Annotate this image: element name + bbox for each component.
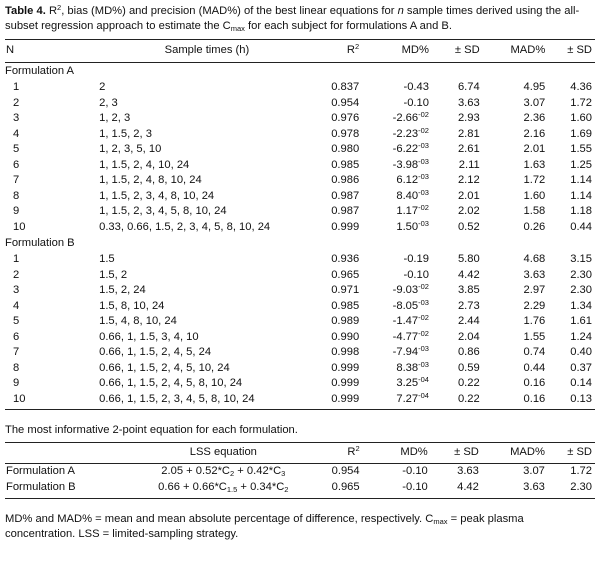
md-exponent: -02 [418, 110, 429, 119]
row-sd: 2.81 [457, 127, 480, 140]
row-md [359, 220, 429, 236]
row-n: 9 [13, 377, 20, 389]
row-r2: 0.987 [331, 189, 360, 202]
md-exponent: -03 [418, 172, 429, 181]
row-sd2: 1.14 [570, 189, 592, 202]
md-value: -0.43 [403, 81, 429, 93]
footnote: MD% and MAD% = mean and mean absolute percentage of difference, respectively. $C_{max}$ = peak plasma concentration. LSS = limited-sampling strategy. [5, 513, 524, 540]
row-n: 6 [13, 158, 20, 171]
row-formulation: Formulation B [5, 480, 134, 499]
table-row [5, 173, 595, 189]
md-exponent: -03 [418, 218, 429, 228]
row-sample-times: 1.5, 2 [99, 268, 128, 281]
row-r2: 0.936 [331, 253, 360, 265]
header-sd: ± SD [429, 40, 480, 63]
row-sd: 3.63 [457, 96, 480, 109]
group-row [5, 235, 595, 252]
md-value: 6.12 [396, 174, 419, 186]
table-row [5, 361, 595, 377]
row-sd2: 2.30 [570, 284, 592, 296]
table-row [5, 80, 595, 96]
row-n: 10 [13, 220, 26, 233]
row-n: 2 [13, 268, 20, 281]
row-sample-times: 1, 1.5, 2, 3, 4, 8, 10, 24 [99, 189, 215, 202]
header-mad: MAD% [479, 443, 545, 464]
header-sample-times: Sample times (h) [99, 40, 315, 63]
md-value: -1.47 [392, 315, 419, 327]
table-row [5, 330, 595, 346]
row-sample-times: 0.66, 1, 1.5, 2, 3, 4, 5, 8, 10, 24 [99, 392, 315, 410]
row-sd2: 1.14 [570, 174, 592, 186]
header-sd2: ± SD [545, 443, 595, 464]
row-mad: 2.01 [523, 143, 546, 155]
row-md [359, 392, 429, 410]
equation-part: + 0.34*C [237, 481, 285, 494]
table-row [5, 111, 595, 127]
row-sample-times: 1, 2, 3, 5, 10 [99, 143, 162, 155]
row-sd2: 1.69 [570, 127, 592, 140]
table-row [5, 142, 595, 158]
row-sample-times: 0.66, 1, 1.5, 3, 4, 10 [99, 330, 199, 343]
row-sd: 4.42 [428, 480, 479, 499]
row-n: 5 [13, 315, 20, 327]
row-n: 10 [5, 392, 99, 410]
row-n: 6 [13, 330, 20, 343]
row-sd: 2.11 [458, 158, 480, 171]
row-n: 1 [13, 253, 20, 265]
results-table [5, 40, 595, 410]
table2-row [5, 464, 595, 481]
md-value: 1.50 [396, 220, 419, 233]
equation-subscript: 1.5 [226, 485, 238, 495]
table2-header-row [5, 443, 595, 464]
row-md [359, 111, 429, 127]
row-n: 7 [13, 346, 20, 358]
row-r2: 0.985 [331, 158, 360, 171]
row-sd2: 1.61 [570, 315, 592, 327]
table-caption: Table 4. $R^2$, bias (MD%) and precision (MAD%) of the best linear equations for n sample times derived using the all-subset regression approach to estimate the $C_{max}$ for each subject for formulations A and B. [5, 3, 580, 33]
row-lss-equation [134, 480, 313, 499]
row-sample-times: 1, 1.5, 2, 4, 8, 10, 24 [99, 174, 202, 186]
header-r2: $R^2$ [313, 443, 360, 464]
row-mad: 3.07 [523, 465, 545, 478]
md-exponent: -03 [418, 359, 429, 369]
md-value: 8.40 [396, 189, 419, 202]
row-md [359, 127, 429, 143]
row-mad: 2.36 [523, 112, 546, 124]
row-md [359, 173, 429, 189]
row-r2: 0.976 [331, 112, 360, 124]
md-exponent: -03 [418, 344, 429, 353]
md-value: -2.23 [392, 127, 419, 140]
table-row [5, 345, 595, 361]
md-exponent: -02 [418, 125, 429, 135]
row-sample-times: 0.66, 1, 1.5, 2, 4, 5, 8, 10, 24 [99, 377, 243, 389]
md-value: -3.98 [392, 158, 419, 171]
row-mad: 1.60 [523, 189, 546, 202]
md-exponent: -02 [418, 203, 429, 212]
row-sd: 2.04 [457, 330, 480, 343]
row-sd2: 1.18 [570, 205, 592, 217]
row-md [359, 283, 429, 299]
row-md: -0.10 [360, 480, 428, 499]
row-r2: 0.954 [331, 96, 360, 109]
row-md [359, 252, 429, 268]
md-exponent: -03 [418, 141, 429, 150]
row-n: 3 [13, 112, 20, 124]
table-row [5, 127, 595, 143]
md-value: 8.38 [396, 361, 419, 374]
row-r2: 0.985 [331, 299, 360, 312]
header-md: MD% [360, 443, 428, 464]
row-mad: 1.63 [523, 158, 546, 171]
header-lss-equation: LSS equation [134, 443, 313, 464]
table-row [5, 299, 595, 315]
row-sd: 2.44 [457, 315, 480, 327]
md-exponent: -03 [418, 156, 429, 166]
md-value: -6.22 [392, 143, 419, 155]
row-sd2: 1.72 [570, 465, 592, 478]
row-sd: 0.52 [457, 220, 480, 233]
md-exponent: -02 [418, 313, 429, 322]
row-n: 4 [13, 127, 20, 140]
row-md [359, 204, 429, 220]
row-sd2: 2.30 [545, 480, 595, 499]
row-sample-times: 1, 1.5, 2, 3, 4, 5, 8, 10, 24 [99, 205, 227, 217]
row-sd2: 1.34 [570, 299, 592, 312]
row-sd: 5.80 [457, 253, 480, 265]
row-md [359, 96, 429, 112]
equation-part: 2.05 + 0.52*C [161, 465, 231, 478]
row-md [359, 80, 429, 96]
row-sample-times: 1.5 [99, 253, 115, 265]
row-mad: 2.97 [523, 284, 546, 296]
md-value: 3.25 [396, 377, 419, 389]
row-md [359, 330, 429, 346]
row-mad: 0.74 [523, 346, 546, 358]
md-value: -0.19 [403, 253, 429, 265]
header-sd: ± SD [428, 443, 479, 464]
row-md [359, 268, 429, 284]
row-sd: 2.93 [457, 112, 480, 124]
row-md [359, 345, 429, 361]
equation-subscript: 2 [230, 469, 235, 479]
row-sd2: 1.72 [570, 96, 592, 109]
md-value: -9.03 [392, 284, 419, 296]
row-md [359, 158, 429, 174]
md-value: -8.05 [392, 299, 419, 312]
row-r2: 0.978 [331, 127, 360, 140]
row-sample-times: 1.5, 8, 10, 24 [99, 299, 165, 312]
row-r2: 0.999 [331, 377, 360, 389]
row-sample-times: 1, 1.5, 2, 3 [99, 127, 152, 140]
row-sd2: 0.44 [570, 220, 592, 233]
group-title: Formulation A [5, 64, 75, 77]
table-row [5, 204, 595, 220]
row-mad: 3.07 [523, 96, 546, 109]
header-r2: $R^2$ [315, 40, 359, 63]
row-n: 3 [13, 284, 20, 296]
md-exponent: -03 [418, 297, 429, 307]
md-value: -2.66 [392, 112, 419, 124]
row-md [359, 142, 429, 158]
table-row [5, 252, 595, 268]
row-n: 8 [13, 361, 20, 374]
row-r2: 0.989 [331, 315, 360, 327]
md-exponent: -04 [418, 375, 429, 384]
row-md: -0.10 [402, 465, 428, 478]
row-sd2: 1.25 [570, 158, 592, 171]
row-n: 7 [13, 174, 20, 186]
md-exponent: -03 [418, 187, 429, 197]
row-r2: 0.837 [331, 81, 360, 93]
table2-title: The most informative 2-point equation for each formulation. [5, 424, 298, 436]
row-r2: 0.999 [331, 220, 360, 233]
header-md: MD% [359, 40, 429, 63]
md-value: 1.17 [396, 205, 419, 217]
row-sample-times: 0.33, 0.66, 1.5, 2, 3, 4, 5, 8, 10, 24 [99, 220, 271, 233]
row-r2: 0.998 [331, 346, 360, 358]
md-value: -0.10 [403, 96, 429, 109]
row-sd2: 2.30 [570, 268, 592, 281]
row-sd: 2.73 [457, 299, 480, 312]
row-sample-times: 1.5, 2, 24 [99, 284, 146, 296]
row-sd2: 0.13 [545, 392, 595, 410]
row-r2: 0.965 [313, 480, 360, 499]
md-value: -4.77 [392, 330, 419, 343]
row-md [359, 299, 429, 315]
table2-body [5, 464, 595, 499]
md-value: 7.27 [396, 392, 419, 405]
equation-part: + 0.42*C [234, 465, 282, 478]
row-sd2: 1.24 [570, 330, 592, 343]
row-sample-times: 2 [99, 81, 106, 93]
group-row [5, 63, 595, 81]
row-sd: 2.01 [457, 189, 480, 202]
table-row [5, 392, 595, 410]
row-r2: 0.986 [331, 174, 360, 186]
md-value: -7.94 [392, 346, 419, 358]
row-n: 2 [13, 96, 20, 109]
row-r2: 0.990 [331, 330, 360, 343]
row-sample-times: 2, 3 [99, 96, 118, 109]
table-label: Table 4. [5, 5, 46, 17]
table-row [5, 314, 595, 330]
row-mad: 0.26 [523, 220, 546, 233]
md-exponent: -04 [418, 390, 429, 400]
row-sd: 0.59 [457, 361, 480, 374]
row-r2: 0.954 [331, 465, 360, 478]
row-r2: 0.987 [331, 205, 360, 217]
row-md [359, 376, 429, 392]
row-sd2: 4.36 [570, 81, 592, 93]
row-sd: 0.86 [457, 346, 480, 358]
table-body [5, 63, 595, 410]
row-md [359, 361, 429, 377]
row-r2: 0.980 [331, 143, 360, 155]
row-sd2: 1.55 [570, 143, 592, 155]
table-row [5, 158, 595, 174]
row-mad: 1.58 [523, 205, 546, 217]
table2-row [5, 480, 595, 499]
row-r2: 0.965 [331, 268, 360, 281]
row-sd2: 0.37 [570, 361, 592, 374]
row-n: 1 [13, 81, 20, 93]
row-mad: 0.16 [480, 392, 546, 410]
row-r2: 0.971 [331, 284, 360, 296]
row-r2: 0.999 [331, 361, 360, 374]
row-sd: 4.42 [457, 268, 480, 281]
equation-part: 0.66 + 0.66*C [158, 481, 227, 494]
row-n: 8 [13, 189, 20, 202]
row-mad: 3.63 [523, 268, 546, 281]
row-n: 9 [13, 205, 20, 217]
row-mad: 1.76 [523, 315, 546, 327]
row-sd: 0.22 [457, 377, 480, 389]
table-row [5, 189, 595, 205]
row-sd2: 3.15 [570, 253, 592, 265]
md-exponent: -02 [418, 328, 429, 338]
table-row [5, 376, 595, 392]
equation-table [5, 443, 595, 499]
row-sd2: 0.40 [570, 346, 592, 358]
row-lss-equation [134, 464, 313, 481]
row-mad: 2.29 [523, 299, 546, 312]
table-row [5, 283, 595, 299]
row-mad: 4.68 [523, 253, 546, 265]
row-sample-times: 1, 2, 3 [99, 112, 131, 124]
row-n: 4 [13, 299, 20, 312]
row-n: 5 [13, 143, 20, 155]
row-sd: 3.63 [457, 465, 479, 478]
header-mad: MAD% [480, 40, 546, 63]
group-title: Formulation B [5, 236, 75, 249]
row-mad: 0.16 [523, 377, 546, 389]
row-sd: 2.12 [457, 174, 480, 186]
row-sd: 6.74 [457, 81, 480, 93]
row-r2: 0.999 [315, 392, 359, 410]
row-mad: 1.55 [523, 330, 546, 343]
equation-subscript: 2 [284, 485, 289, 495]
row-sd2: 1.60 [570, 112, 592, 124]
row-sd: 2.02 [457, 205, 480, 217]
row-md [359, 189, 429, 205]
row-mad: 3.63 [479, 480, 545, 499]
row-sample-times: 1.5, 4, 8, 10, 24 [99, 315, 177, 327]
row-mad: 0.44 [523, 361, 546, 374]
row-mad: 4.95 [523, 81, 546, 93]
row-mad: 2.16 [523, 127, 546, 140]
row-sample-times: 0.66, 1, 1.5, 2, 4, 5, 10, 24 [99, 361, 230, 374]
row-sd: 3.85 [457, 284, 480, 296]
row-formulation: Formulation A [6, 465, 76, 478]
row-sample-times: 0.66, 1, 1.5, 2, 4, 5, 24 [99, 346, 212, 358]
row-sample-times: 1, 1.5, 2, 4, 10, 24 [99, 158, 190, 171]
row-sd: 0.22 [429, 392, 480, 410]
table-row [5, 220, 595, 236]
table-row [5, 96, 595, 112]
md-value: -0.10 [403, 268, 429, 281]
row-md [359, 314, 429, 330]
header-sd2: ± SD [545, 40, 595, 63]
row-sd2: 0.14 [570, 377, 592, 389]
row-mad: 1.72 [523, 174, 546, 186]
row-sd: 2.61 [457, 143, 480, 155]
header-n: N [5, 40, 99, 63]
table-row [5, 268, 595, 284]
md-exponent: -02 [418, 282, 429, 291]
equation-subscript: 3 [281, 469, 286, 479]
header-row [5, 40, 595, 63]
